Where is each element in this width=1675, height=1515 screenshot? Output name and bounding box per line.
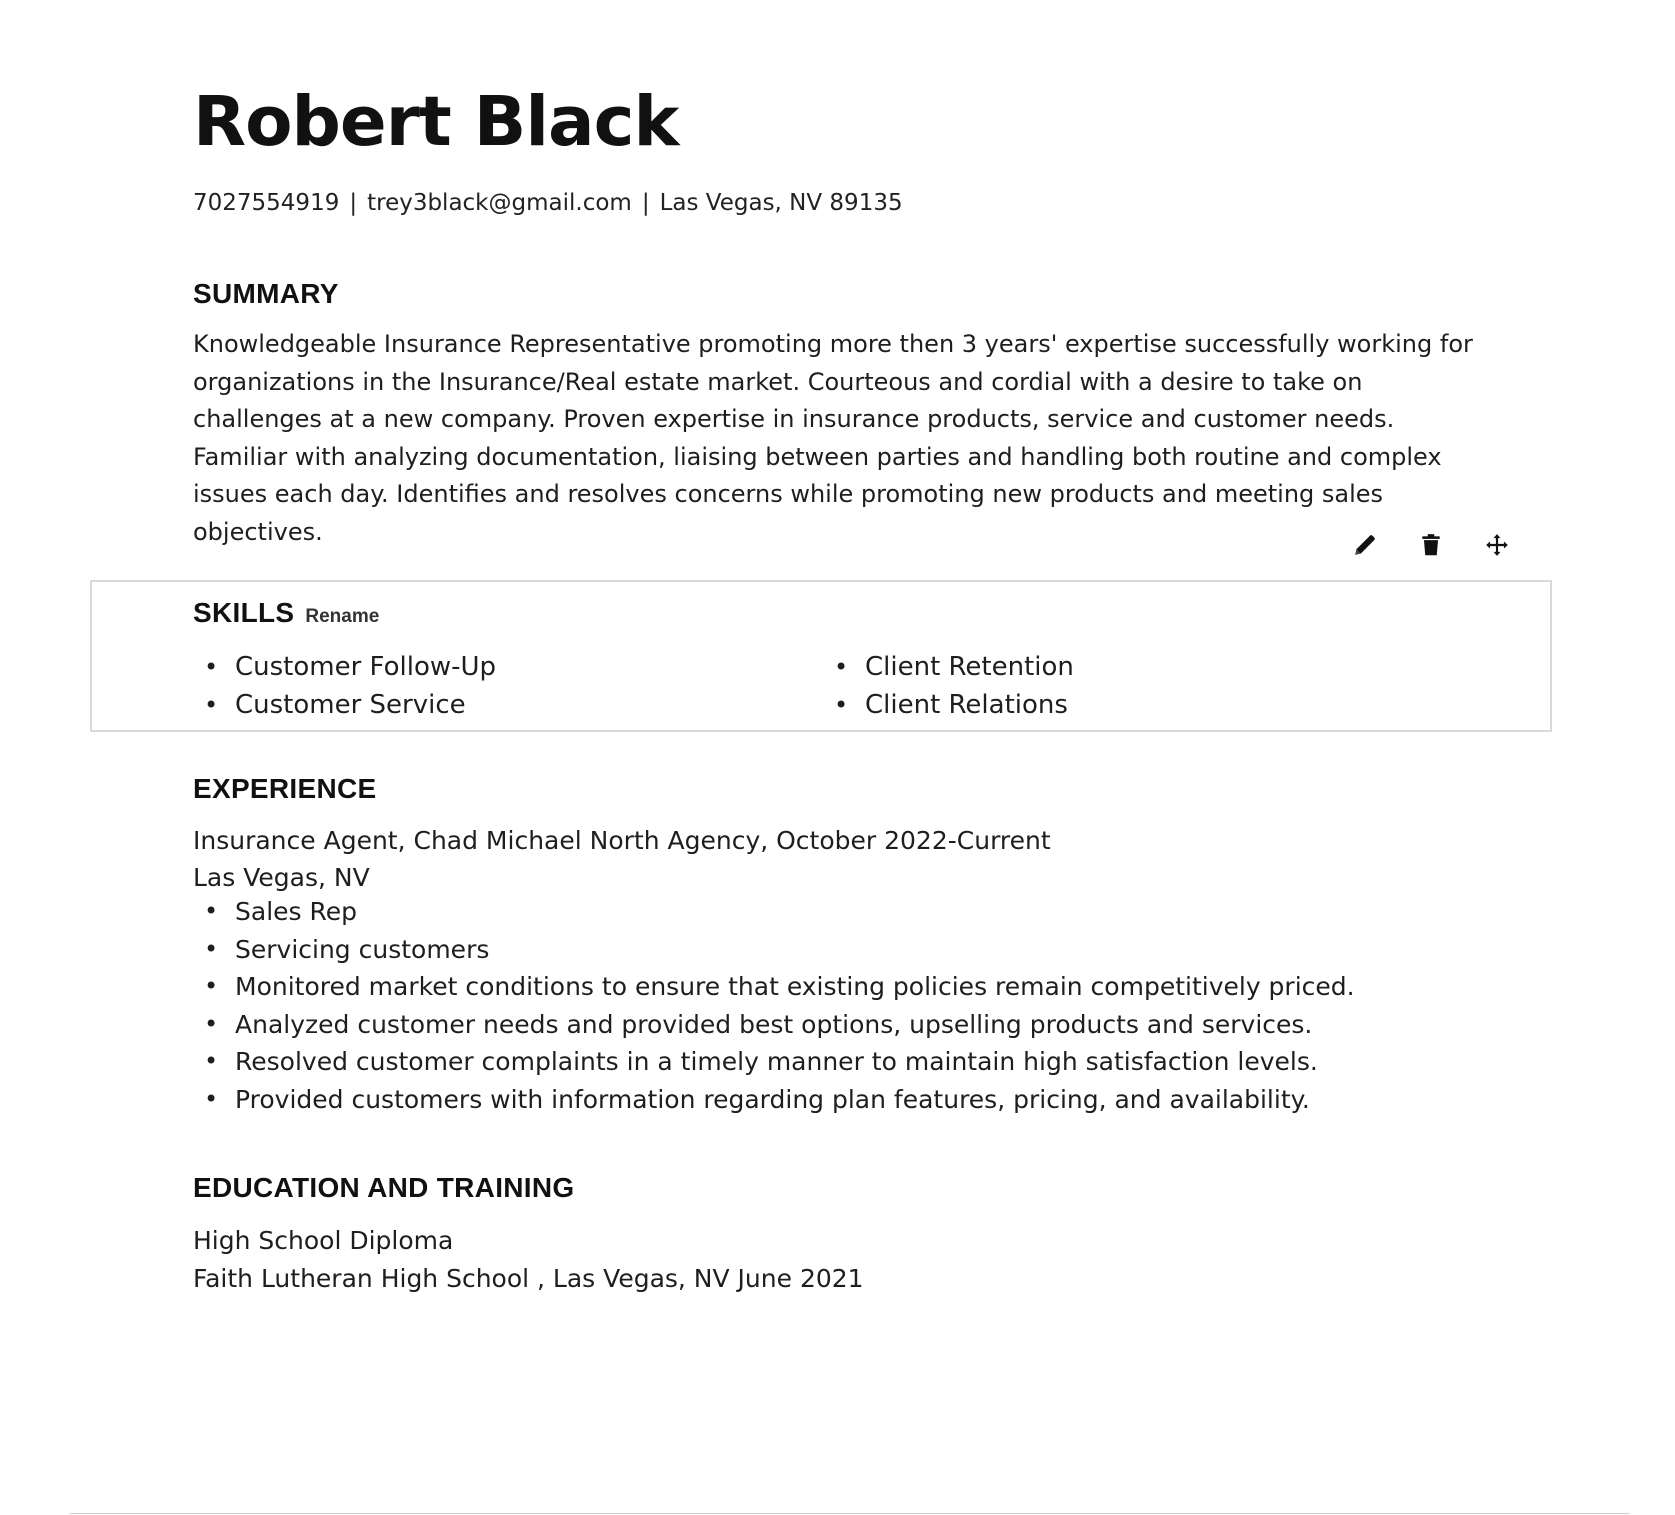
list-item: • Resolved customer complaints in a timely manner to maintain high satisfaction levels.	[195, 1043, 1355, 1081]
list-item: • Client Retention	[825, 648, 1074, 686]
page-bottom-divider	[70, 1513, 1630, 1514]
education-heading: EDUCATION AND TRAINING	[193, 1172, 575, 1203]
contact-separator: |	[349, 190, 358, 216]
contact-line	[193, 190, 903, 216]
summary-text: Knowledgeable Insurance Representative promoting more then 3 years' expertise successfully working for organizations in the Insurance/Real estate market. Courteous and cordial with a desire to take on challenges at a new company. Proven expertise in insurance products, service and customer needs. Familiar with analyzing documentation, liaising between parties and handling both routine and complex issues each day. Identifies and resolves concerns while promoting new products and meeting sales objectives.	[193, 330, 1473, 546]
rename-button[interactable]: Rename	[305, 606, 380, 627]
trash-icon[interactable]	[1416, 530, 1446, 560]
list-item: • Provided customers with information regarding plan features, pricing, and availability.	[195, 1081, 1355, 1119]
list-item: • Customer Service	[195, 686, 496, 724]
move-icon[interactable]	[1482, 530, 1512, 560]
pencil-icon[interactable]	[1350, 530, 1380, 560]
email-address: trey3black@gmail.com	[367, 190, 632, 216]
list-item: • Customer Follow-Up	[195, 648, 496, 686]
skills-heading: SKILLS	[193, 597, 295, 628]
list-item: • Client Relations	[825, 686, 1074, 724]
location-text: Las Vegas, NV 89135	[659, 190, 903, 216]
skills-list-right	[825, 648, 1074, 724]
section-toolbar	[1350, 530, 1512, 560]
resume-name: Robert Black	[193, 82, 679, 162]
school-line: Faith Lutheran High School , Las Vegas, NV June 2021	[193, 1264, 864, 1293]
job-location: Las Vegas, NV	[193, 863, 370, 892]
degree-text: High School Diploma	[193, 1226, 454, 1255]
skills-list-left	[195, 648, 496, 724]
skills-header	[193, 597, 379, 629]
experience-heading: EXPERIENCE	[193, 773, 377, 804]
job-title-line: Insurance Agent, Chad Michael North Agency, October 2022-Current	[193, 826, 1051, 855]
list-item: • Servicing customers	[195, 931, 1355, 969]
list-item: • Analyzed customer needs and provided best options, upselling products and services.	[195, 1006, 1355, 1044]
list-item: • Monitored market conditions to ensure that existing policies remain competitively priced.	[195, 968, 1355, 1006]
list-item: • Sales Rep	[195, 893, 1355, 931]
contact-separator: |	[641, 190, 650, 216]
phone-number: 7027554919	[193, 190, 340, 216]
summary-heading: SUMMARY	[193, 278, 339, 309]
experience-bullets	[195, 893, 1355, 1118]
